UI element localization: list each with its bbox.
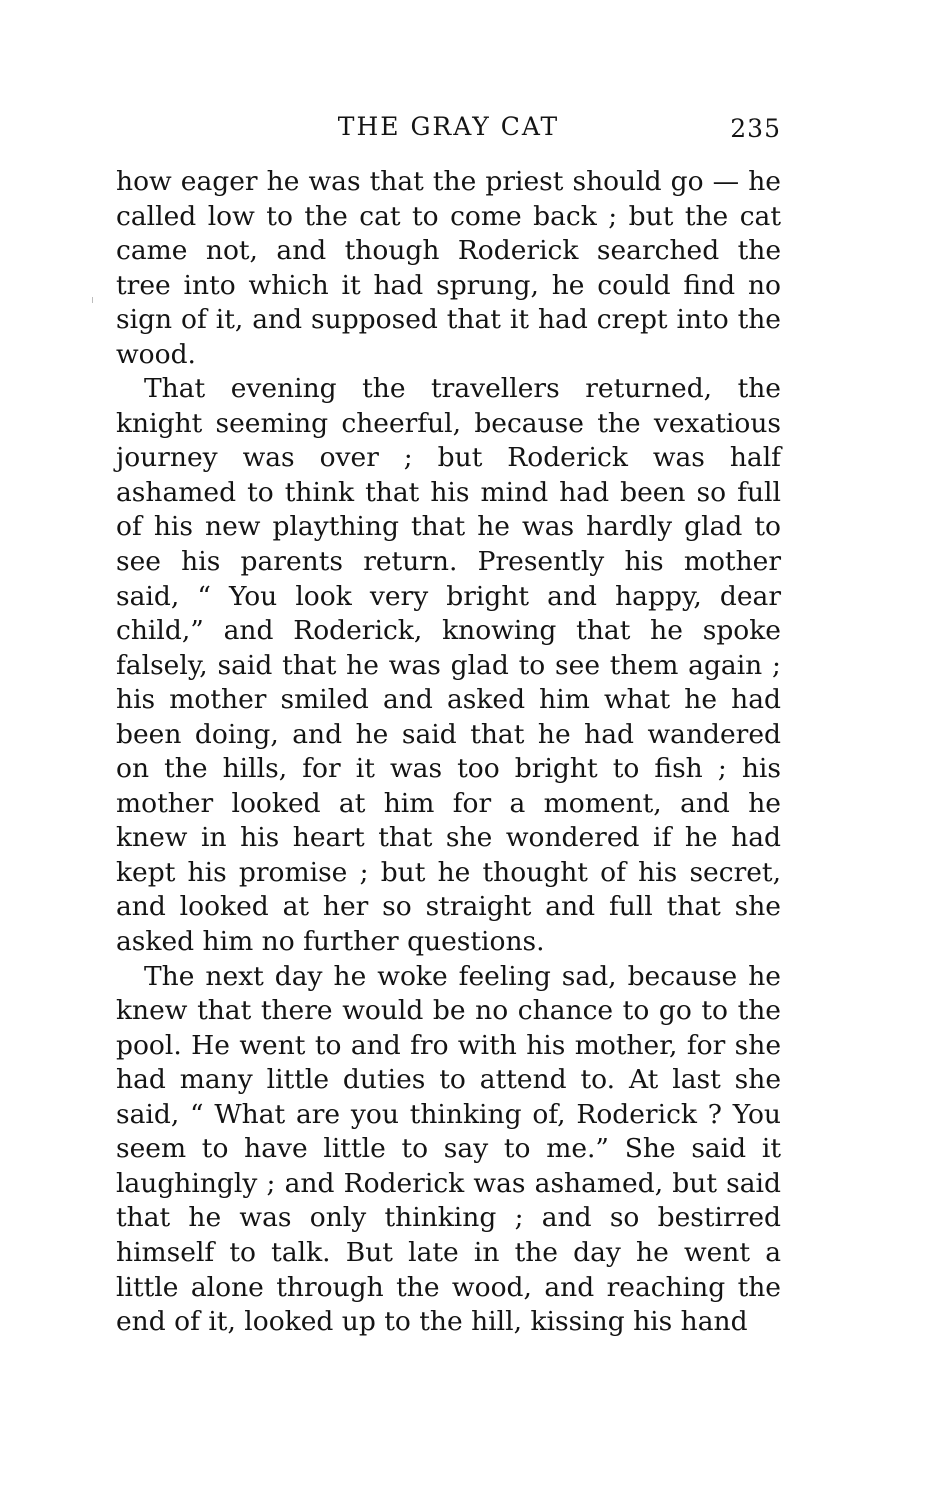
page-number: 235	[730, 114, 781, 143]
paragraph-travellers-return: That evening the travellers returned, the knight seeming cheerful, because the vexatious journey was over ; but Roderick was half ashamed to think that his mind had been so full of his new plaything that he was hardly glad to see his parents return. Presently his mother said, “ You look very bright and happy, dear child,” and Roderick, knowing that he spoke falsely, said that he was glad to see them again ; his mother smiled and asked him what he had been doing, and he said that he had wandered on the hills, for it was too bright to fish ; his mother looked at him for a moment, and he knew in his heart that she wondered if he had kept his promise ; but he thought of his secret, and looked at her so straight and full that she asked him no further questions.	[116, 373, 781, 958]
body-text	[116, 165, 781, 1340]
running-head	[116, 112, 781, 152]
margin-speck	[92, 297, 93, 303]
paragraph-continued: how eager he was that the priest should go — he called low to the cat to come back ; but the cat came not, and though Roderick searched the tree into which it had sprung, he could find no sign of it, and supposed that it had crept into the wood.	[116, 166, 781, 370]
paragraph-next-day: The next day he woke feeling sad, because he knew that there would be no chance to go to the pool. He went to and fro with his mother, for she had many little duties to attend to. At last she said, “ What are you thinking of, Roderick ? You seem to have little to say to me.” She said it laughingly ; and Roderick was ashamed, but said that he was only thinking ; and so bestirred himself to talk. But late in the day he went a little alone through the wood, and reaching the end of it, looked up to the hill, kissing his hand	[116, 960, 781, 1338]
running-title: THE GRAY CAT	[337, 112, 560, 141]
